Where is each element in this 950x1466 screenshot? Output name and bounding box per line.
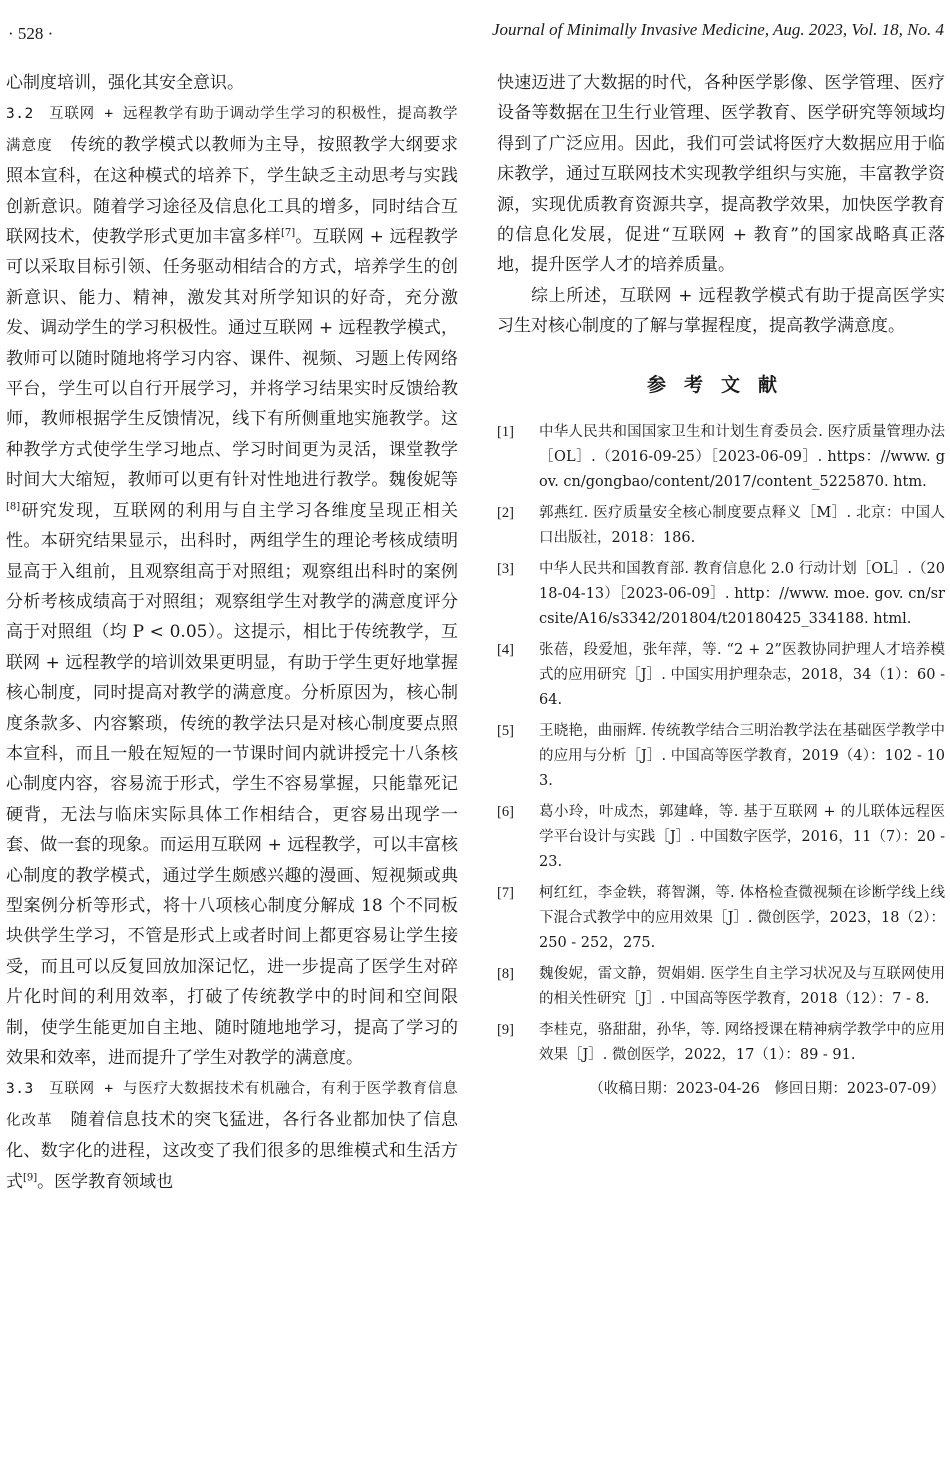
reference-item bbox=[497, 501, 945, 551]
reference-index: [3] bbox=[497, 561, 514, 578]
paragraph-continued: 心制度培训，强化其安全意识。 bbox=[6, 73, 244, 93]
section-3-3 bbox=[6, 1073, 458, 1197]
left-column bbox=[6, 68, 458, 1197]
section-3-2-text-b: 。互联网 + 远程教学可以采取目标引领、任务驱动相结合的方式，培养学生的创新意识、能力、精神，激发其对所学知识的好奇，充分激发、调动学生的学习积极性。通过互联网 + 远程教学模式，教师可以随时随地将学习内容、课件、视频、习题上传网络平台，学生可以自行开展学习，并将学习结果实时反馈给教师，教师根据学生反馈情况，线下有所侧重地实施教学。这种教学方式使学生学习地点、学习时间更为灵活，课堂教学时间大大缩短，教师可以更有针对性地进行教学。魏俊妮等 bbox=[6, 227, 458, 491]
citation-9: [9] bbox=[23, 1171, 38, 1183]
reference-item bbox=[497, 962, 945, 1012]
journal-running-head: Journal of Minimally Invasive Medicine, Aug. 2023, Vol. 18, No. 4 bbox=[491, 20, 944, 39]
section-3-2 bbox=[6, 98, 458, 1073]
citation-8: [8] bbox=[6, 501, 21, 513]
reference-text: 张蓓，段爱旭，张年萍，等. “2 + 2”医教协同护理人才培养模式的应用研究［J］. 中国实用护理杂志，2018，34（1）：60 - 64. bbox=[539, 642, 945, 709]
reference-index: [6] bbox=[497, 804, 514, 821]
reference-item bbox=[497, 1018, 945, 1068]
reference-index: [2] bbox=[497, 505, 514, 522]
section-3-3-title: 3.3 互联网 + 与医疗大数据技术有机融合，有利于医学教育信息化改革 bbox=[6, 1081, 458, 1129]
reference-index: [9] bbox=[497, 1022, 514, 1039]
section-3-3-text-b: 。医学教育领域也 bbox=[37, 1171, 174, 1192]
paragraph-conclusion: 综上所述，互联网 + 远程教学模式有助于提高医学实习生对核心制度的了解与掌握程度，提高教学满意度。 bbox=[497, 285, 945, 337]
page-number: · 528 · bbox=[8, 24, 54, 43]
reference-text: 郭燕红. 医疗质量安全核心制度要点释义［M］. 北京：中国人口出版社，2018：186. bbox=[539, 505, 945, 547]
reference-item bbox=[497, 800, 945, 875]
section-3-2-text-a: 传统的教学模式以教师为主导，按照教学大纲要求照本宣科，在这种模式的培养下，学生缺乏主动思考与实践创新意识。随着学习途径及信息化工具的增多，同时结合互联网技术，使教学形式更加丰富多样 bbox=[6, 134, 459, 248]
reference-item bbox=[497, 638, 945, 713]
reference-item bbox=[497, 719, 945, 794]
reference-list bbox=[497, 420, 945, 1068]
reference-index: [1] bbox=[497, 424, 514, 441]
right-column bbox=[497, 68, 945, 1104]
citation-7: [7] bbox=[280, 227, 296, 239]
reference-item bbox=[497, 420, 945, 495]
section-3-2-text-c: 研究发现，互联网的利用与自主学习各维度呈现正相关性。本研究结果显示，出科时，两组学生的理论考核成绩明显高于入组前，且观察组高于对照组；观察组出科时的案例分析考核成绩高于对照组；观察组学生对教学的满意度评分高于对照组（均 P < 0.05）。这提示，相比于传统教学，互联网 + 远程教学的培训效果更明显，有助于学生更好地掌握核心制度，同时提高对教学的满意度。分析原因为，核心制度条款多、内容繁琐，传统的教学法只是对核心制度要点照本宣科，而且一般在短短的一节课时间内就讲授完十八条核心制度内容，容易流于形式，学生不容易掌握，只能靠死记硬背，无法与临床实际具体工作相结合，更容易出现学一套、做一套的现象。而运用互联网 + 远程教学，可以丰富核心制度的教学模式，通过学生颇感兴趣的漫画、短视频或典型案例分析等形式，将十八项核心制度分解成 18 个不同板块供学生学习，不管是形式上或者时间上都更容易让学生接受，而且可以反复回放加深记忆，进一步提高了医学生对碎片化时间的利用效率，打破了传统教学中的时间和空间限制，使学生能更加自主地、随时随地地学习，提高了学习的效果和效率，进而提升了学生对教学的满意度。 bbox=[6, 500, 458, 1068]
reference-text: 中华人民共和国国家卫生和计划生育委员会. 医疗质量管理办法［OL］.（2016-09-25）［2023-06-09］. https：//www. gov. cn/gongbao/content/2017/content_5225870. htm. bbox=[539, 424, 945, 491]
reference-index: [4] bbox=[497, 642, 514, 659]
paragraph-big-data: 快速迈进了大数据的时代，各种医学影像、医学管理、医疗设备等数据在卫生行业管理、医学教育、医学研究等领域均得到了广泛应用。因此，我们可尝试将医疗大数据应用于临床教学，通过互联网技术实现教学组织与实施，丰富教学资源，实现优质教育资源共享，提高教学效果，加快医学教育的信息化发展，促进“互联网 + 教育”的国家战略真正落地，提升医学人才的培养质量。 bbox=[497, 73, 945, 276]
reference-text: 中华人民共和国教育部. 教育信息化 2.0 行动计划［OL］.（2018-04-13）［2023-06-09］. http：//www. moe. gov. cn/srcsite/A16/s3342/201804/t20180425_334188. html. bbox=[539, 561, 945, 628]
reference-index: [7] bbox=[497, 885, 514, 902]
reference-index: [5] bbox=[497, 723, 514, 740]
reference-text: 柯红红，李金轶，蒋智渊，等. 体格检查微视频在诊断学线上线下混合式教学中的应用效果［J］. 微创医学，2023，18（2）：250 - 252，275. bbox=[539, 885, 945, 952]
received-revised-dates: （收稿日期：2023-04-26 修回日期：2023-07-09） bbox=[589, 1081, 945, 1098]
reference-index: [8] bbox=[497, 966, 514, 983]
reference-item bbox=[497, 881, 945, 956]
page-header bbox=[0, 0, 950, 64]
section-3-2-title: 3.2 互联网 + 远程教学有助于调动学生学习的积极性，提高教学满意度 bbox=[6, 106, 458, 154]
reference-text: 葛小玲，叶成杰，郭建峰，等. 基于互联网 + 的儿联体远程医学平台设计与实践［J］. 中国数字医学，2016，11（7）：20 - 23. bbox=[539, 804, 945, 871]
reference-text: 王晓艳，曲丽辉. 传统教学结合三明治教学法在基础医学教学中的应用与分析［J］. 中国高等医学教育，2019（4）：102 - 103. bbox=[539, 723, 945, 790]
reference-item bbox=[497, 557, 945, 632]
reference-text: 李桂克，骆甜甜，孙华，等. 网络授课在精神病学教学中的应用效果［J］. 微创医学，2022，17（1）：89 - 91. bbox=[539, 1022, 945, 1064]
references-heading: 参考文献 bbox=[646, 373, 795, 396]
reference-text: 魏俊妮，雷文静，贺娟娟. 医学生自主学习状况及与互联网使用的相关性研究［J］. 中国高等医学教育，2018（12）：7 - 8. bbox=[539, 966, 945, 1008]
section-3-3-text-a: 随着信息技术的突飞猛进，各行各业都加快了信息化、数字化的进程，这改变了我们很多的思维模式和生活方式 bbox=[6, 1109, 459, 1192]
